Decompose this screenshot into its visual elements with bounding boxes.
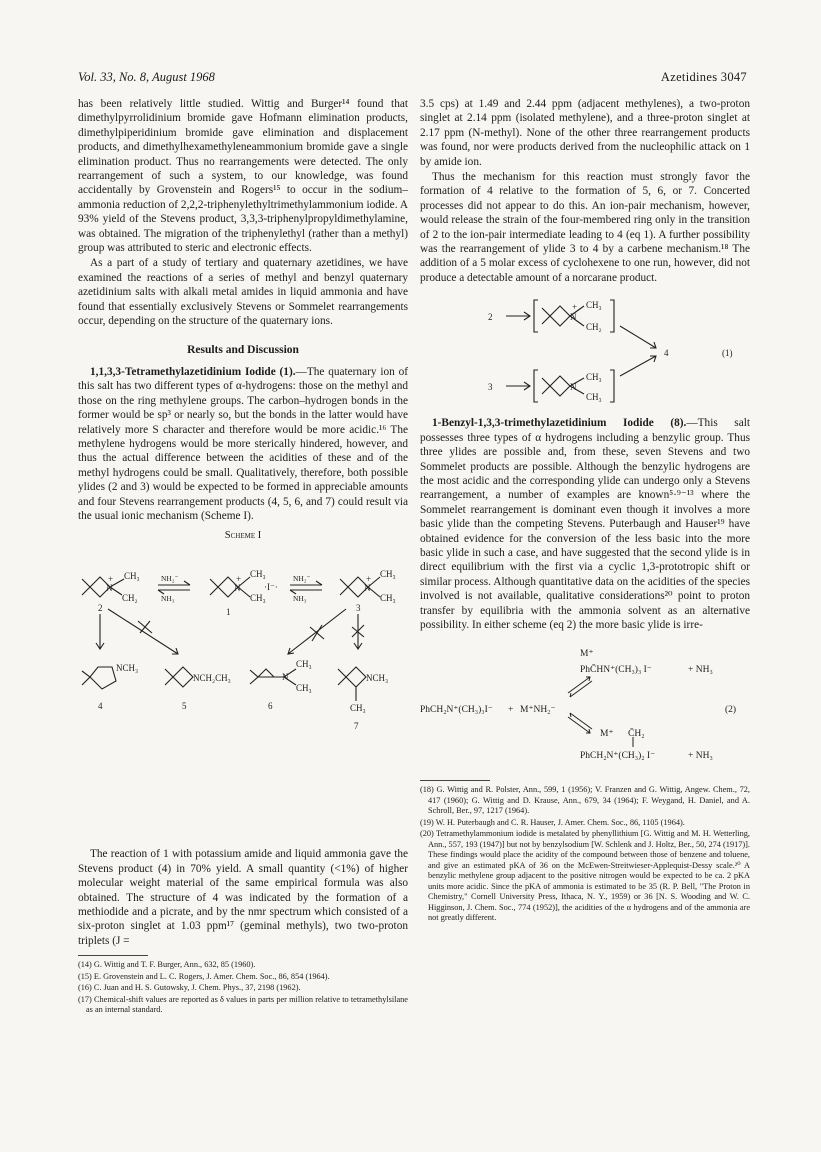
eq2-top-ylide: PhC̄HN⁺(CH₃)₃ I⁻ <box>580 665 652 676</box>
section-heading: Results and Discussion <box>187 343 299 356</box>
scheme-nh3-left: NH₃ <box>161 594 175 604</box>
footnote-19: (19) W. H. Puterbaugh and C. R. Hauser, J. Amer. Chem. Soc., 86, 1105 (1964). <box>420 817 685 827</box>
scheme-ch3-1a: CH₃ <box>250 569 266 580</box>
scheme-label-6: 6 <box>268 701 273 712</box>
scheme-label-2: 2 <box>98 603 103 614</box>
eq1-ch3-bot-3b: CH₃ <box>586 392 602 403</box>
footnote-rule-right <box>420 780 490 781</box>
scheme-ch3-3b: CH₃ <box>380 593 396 604</box>
right-column <box>420 97 750 925</box>
left-paragraph-3 <box>78 365 408 523</box>
eq2-reactant: PhCH₂N⁺(CH₃)₃I⁻ <box>420 705 493 716</box>
scheme-n-1: N <box>234 583 241 594</box>
scheme-label-5: 5 <box>182 701 187 712</box>
eq1-plus-2: + <box>572 302 578 313</box>
eq2-bot-m: M⁺ <box>600 729 614 740</box>
scheme-label-7: 7 <box>354 721 359 732</box>
scheme-plus-3: + <box>366 574 372 585</box>
left-column <box>78 97 408 1017</box>
eq1-ch2-top-2: CH₂ <box>586 322 602 333</box>
compound-1-heading: 1,1,3,3-Tetramethylazetidinium Iodide (1). <box>90 365 296 378</box>
scheme-ch3-1b: CH₃ <box>250 593 266 604</box>
left-paragraph-3-body: —The quaternary ion of this salt has two different types of α-hydrogens: those on the methyl and those on the ring methylene groups. The carbon–hydrogen bonds in the former would be sp³ or nearly so, but the bonds in the latter would have relatively more S character and therefore would be more acidic.¹⁶ The methylene hydrogens would be more sterically hindered, however, and thus the actual difference between the acidities of these and of the methyl hydrogens could be small. Qualitatively, therefore, both possible ylides (2 and 3) would be expected to be formed in appreciable amounts and four Stevens rearrangement products (4, 5, 6, and 7) could result via the usual ionic mechanism (Scheme I). <box>78 365 408 522</box>
eq2-bot-ylide: PhCH₂N⁺(CH₃)₂ I⁻ <box>580 751 656 762</box>
right-paragraph-3-body: —This salt possesses three types of α hydrogens including a benzylic group. Thus three ylides are possible and, from these, seven Stevens and two Sommelet products are possible. Although the benzylic hydrogens are the most acidic and the corresponding ylide can undergo only a Stevens rearrangement, a number of examples are known⁵·⁹⁻¹³ where the Sommelet rearrangement is dominant even though it involves a more basic ylide than the competing Stevens. Puterbaugh and Hauser¹⁹ have obtained evidence for the conversion of the less basic into the more basic ylide in such a case, and have suggested that the second ylide is in direct equilibrium with the first via a cyclic 1,3-prototropic shift or similar process. Although quantitative data on the acidities of the species involved is not available, qualitative considerations²⁰ point to proton transfer by equilibria with the ammonia solvent as an alternative possibility. In either scheme (eq 2) the more basic ylide is irre- <box>420 417 750 631</box>
eq2-plus: + <box>508 705 514 716</box>
footnote-rule-left <box>78 955 148 956</box>
equation-1 <box>420 286 750 416</box>
right-paragraph-3 <box>420 416 750 632</box>
eq1-label-3: 3 <box>488 382 493 393</box>
left-paragraph-4: The reaction of 1 with potassium amide and liquid ammonia gave the Stevens product (4) in 70% yield. A small quantity (<1%) of higher molecular weight material of the same empirical formula was also obtained. The structure of 4 was indicated by the formation of a methiodide and a picrate, and by the nmr spectrum which consisted of a six-proton singlet at 1.03 ppm¹⁷ (geminal methyls), two two-proton triplets (J = <box>78 848 408 947</box>
scheme-nch3-7: NCH₃ <box>366 673 389 684</box>
scheme-nch2ch3-5: NCH₂CH₃ <box>193 673 231 684</box>
scheme-n-3: N <box>364 583 371 594</box>
footnote-18: (18) G. Wittig and R. Polster, Ann., 599, 1 (1956); V. Franzen and G. Wittig, Angew. Chem., 72, 417 (1960); G. Wittig and D. Krause, Ann., 679, 34 (1964); F. Weygand, H. Daniel, and A. Schroll, Ber., 97, 1217 (1964). <box>420 785 750 816</box>
scheme-nh2-left: NH₂⁻ <box>161 574 179 584</box>
left-paragraph-1: has been relatively little studied. Wittig and Burger¹⁴ found that dimethylpyrrolidinium bromide gave Hofmann elimination products, dimethylpiperidinium bromide gave elimination and displacement products, and dimethylhexamethyleneammonium bromide gave a single elimination product. Thus no rearrangements were detected. The only rearrangement of such a system, to our knowledge, was found accidentally by Grovenstein and Rogers¹⁵ to occur in the sodium–ammonia reduction of 2,2,2-triphenylethyltrimethylammonium iodide. A 93% yield of the Stevens product, 3,3,3-triphenylpropyldimethylamine, was obtained. The migration of the triphenylethyl (rather than a methyl) group was attributed to steric and electronic effects. <box>78 98 408 255</box>
scheme-iodide: ·I⁻· <box>264 582 278 593</box>
scheme-title: Scheme I <box>224 530 262 542</box>
scheme-plus-2: + <box>108 574 114 585</box>
equation-2 <box>420 633 750 773</box>
scheme-1 <box>78 529 408 847</box>
footnote-15: (15) E. Grovenstein and L. C. Rogers, J. Amer. Chem. Soc., 86, 854 (1964). <box>78 971 330 981</box>
eq1-ch3-top-2: CH₃ <box>586 300 602 311</box>
eq2-bot-ch2: C̄H₂ <box>628 729 645 740</box>
scheme-label-3: 3 <box>356 603 361 614</box>
scheme-nh3-right: NH₃ <box>293 594 307 604</box>
page-header-left: Vol. 33, No. 8, August 1968 <box>78 70 215 84</box>
scheme-ch3-3a: CH₃ <box>380 569 396 580</box>
equation-1-drawing <box>420 286 750 416</box>
eq2-number: (2) <box>725 705 737 716</box>
eq1-n-3: N <box>570 382 577 393</box>
footnote-20: (20) Tetramethylammonium iodide is metalated by phenyllithium [G. Wittig and M. H. Wetterling, Ann., 557, 193 (1947)] but not by benzylsodium [W. Schlenk and J. Holtz, Ber., 50, 274 (1917)]. These findings would place the acidity of the compound between those of benzene and toluene, and give an estimated pKA of 36 on the McEwen-Streitwieser-Applequist-Dessy scale.²⁰ A benzylic methylene group adjacent to the positive nitrogen would be expected to be ca. 2 pKA units more acidic. Since the pKA of ammonia is estimated to be 35 (R. P. Bell, "The Proton in Chemistry," Cornell University Press, Ithaca, N. Y., 1959) or 36 [N. S. Wooding and W. C. Higginson, J. Chem. Soc., 774 (1952)], the acidities of the α hydrogens and of the ammonia are not greatly different. <box>420 829 750 923</box>
eq1-label-2: 2 <box>488 312 493 323</box>
footnote-17: (17) Chemical-shift values are reported as δ values in parts per million relative to tetramethylsilane as an internal standard. <box>78 994 408 1015</box>
eq1-n-2: N <box>570 312 577 323</box>
scheme-ch3-2: CH₃ <box>124 571 140 582</box>
scheme-ch3-6a: CH₃ <box>296 659 312 670</box>
eq2-top-nh3: + NH₃ <box>688 665 713 676</box>
eq1-number: (1) <box>722 348 733 359</box>
scheme-nh2-right: NH₂⁻ <box>293 574 311 584</box>
scheme-drawing <box>78 549 408 754</box>
scheme-ch2-2: CH₂ <box>122 593 138 604</box>
scheme-label-4: 4 <box>98 701 103 712</box>
left-paragraph-2: As a part of a study of tertiary and quaternary azetidines, we have examined the reactions of a series of methyl and benzyl quaternary azetidinium salts with alkali metal amides in liquid ammonia and have found that essentially exclusively Stevens or Sommelet rearrangements occur, depending on the structure of the quaternary ions. <box>78 257 408 328</box>
eq1-label-4: 4 <box>664 348 669 359</box>
scheme-ch3-7: CH₃ <box>350 703 366 714</box>
footnote-16: (16) C. Juan and H. S. Gutowsky, J. Chem. Phys., 37, 2198 (1962). <box>78 983 301 993</box>
scheme-plus-1: + <box>236 574 242 585</box>
scheme-ch3-6b: CH₃ <box>296 683 312 694</box>
scheme-nch3-4: NCH₃ <box>116 663 139 674</box>
right-paragraph-2: Thus the mechanism for this reaction must strongly favor the formation of 4 relative to the formation of 5, 6, or 7. Concerted processes did not appear to do this. An ion-pair mechanism, however, would release the strain of the four-membered ring only in the transition of 2 to the ion-pair intermediate leading to 4 (eq 1). A further possibility was the rearrangement of ylide 3 to 4 by a carbene mechanism.¹⁸ The addition of a 5 molar excess of cyclohexene to one run, however, did not produce a detectable amount of a norcarane product. <box>420 171 750 284</box>
right-paragraph-1: 3.5 cps) at 1.49 and 2.44 ppm (adjacent methylenes), a two-proton singlet at 2.14 ppm (isolated methylene), and a three-proton singlet at 2.17 ppm (N-methyl). None of the other three rearrangement products was found, nor were products derived from the nucleophilic attack on 1 by amide ion. <box>420 98 750 168</box>
eq2-bot-nh3: + NH₃ <box>688 751 713 762</box>
scheme-n-2: N <box>106 583 113 594</box>
scheme-label-1: 1 <box>226 607 231 618</box>
eq2-top-m: M⁺ <box>580 649 594 660</box>
scheme-n-6: N <box>282 672 289 683</box>
footnote-14: (14) G. Wittig and T. F. Burger, Ann., 632, 85 (1960). <box>78 960 256 970</box>
eq1-ch3-bot-3a: CH₃ <box>586 372 602 383</box>
compound-8-heading: 1-Benzyl-1,3,3-trimethylazetidinium Iodide (8). <box>432 417 687 430</box>
page-header-right: Azetidines 3047 <box>660 70 747 84</box>
eq2-base: M⁺NH₂⁻ <box>520 705 556 716</box>
eq2-arrows <box>420 633 750 773</box>
